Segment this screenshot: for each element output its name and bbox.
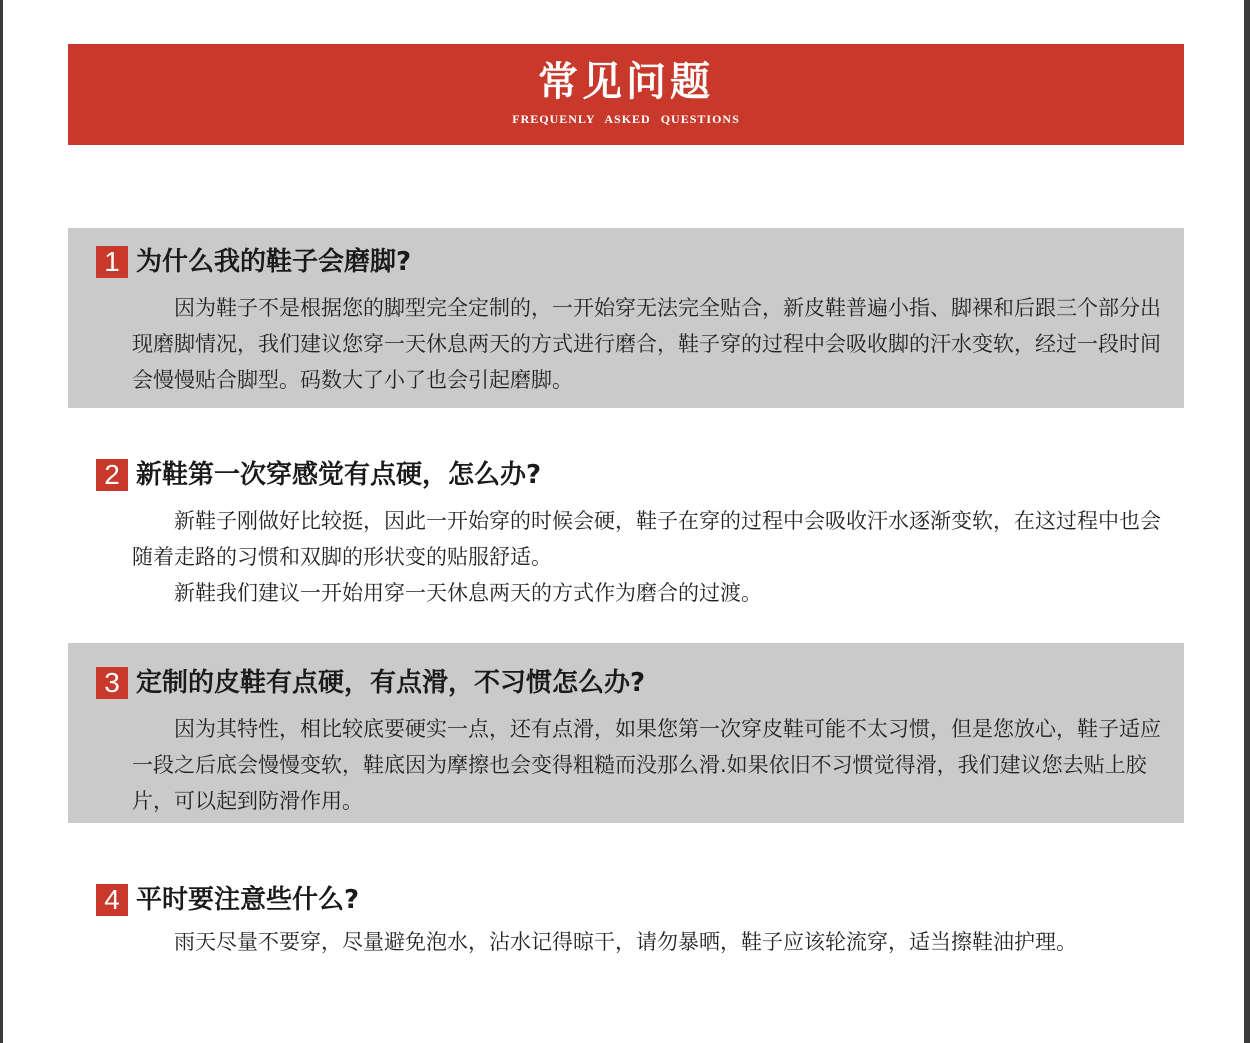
question-row [96, 246, 411, 278]
page-subtitle: FREQUENLY ASKED QUESTIONS [512, 112, 740, 126]
question-row [96, 884, 359, 916]
question-text: 为什么我的鞋子会磨脚? [136, 247, 412, 277]
faq-item-1 [68, 228, 1184, 408]
question-row [96, 667, 645, 699]
left-border [0, 0, 3, 1043]
question-number-badge: 3 [96, 667, 128, 699]
faq-item-3 [68, 643, 1184, 823]
question-text: 定制的皮鞋有点硬，有点滑，不习惯怎么办? [136, 668, 646, 698]
question-text: 新鞋第一次穿感觉有点硬，怎么办? [136, 460, 542, 490]
faq-item-2 [68, 443, 1184, 623]
question-number-badge: 4 [96, 884, 128, 916]
question-number-badge: 2 [96, 459, 128, 491]
answer-paragraph: 新鞋子刚做好比较挺，因此一开始穿的时候会硬，鞋子在穿的过程中会吸收汗水逐渐变软，在这过程中也会随着走路的习惯和双脚的形状变的贴服舒适。 [132, 509, 1161, 569]
answer-paragraph: 因为鞋子不是根据您的脚型完全定制的，一开始穿无法完全贴合，新皮鞋普遍小指、脚裸和后跟三个部分出现磨脚情况，我们建议您穿一天休息两天的方式进行磨合，鞋子穿的过程中会吸收脚的汗水变软，经过一段时间会慢慢贴合脚型。码数大了小了也会引起磨脚。 [132, 296, 1161, 392]
answer-text [132, 924, 1164, 960]
answer-text [132, 290, 1164, 398]
question-number-badge: 1 [96, 246, 128, 278]
answer-paragraph: 因为其特性，相比较底要硬实一点，还有点滑，如果您第一次穿皮鞋可能不太习惯，但是您放心，鞋子适应一段之后底会慢慢变软，鞋底因为摩擦也会变得粗糙而没那么滑.如果依旧不习惯觉得滑，我们建议您去贴上胶片，可以起到防滑作用。 [132, 717, 1161, 813]
answer-text [132, 503, 1164, 611]
question-row [96, 459, 541, 491]
right-border [1244, 0, 1250, 1043]
faq-item-4 [68, 866, 1184, 976]
answer-paragraph: 新鞋我们建议一开始用穿一天休息两天的方式作为磨合的过渡。 [174, 581, 762, 605]
page-title: 常见问题 [538, 59, 714, 105]
answer-paragraph: 雨天尽量不要穿，尽量避免泡水，沾水记得晾干，请勿暴晒，鞋子应该轮流穿，适当擦鞋油护理。 [174, 930, 1077, 954]
answer-text [132, 711, 1164, 819]
faq-header-banner [68, 44, 1184, 145]
question-text: 平时要注意些什么? [136, 885, 360, 915]
